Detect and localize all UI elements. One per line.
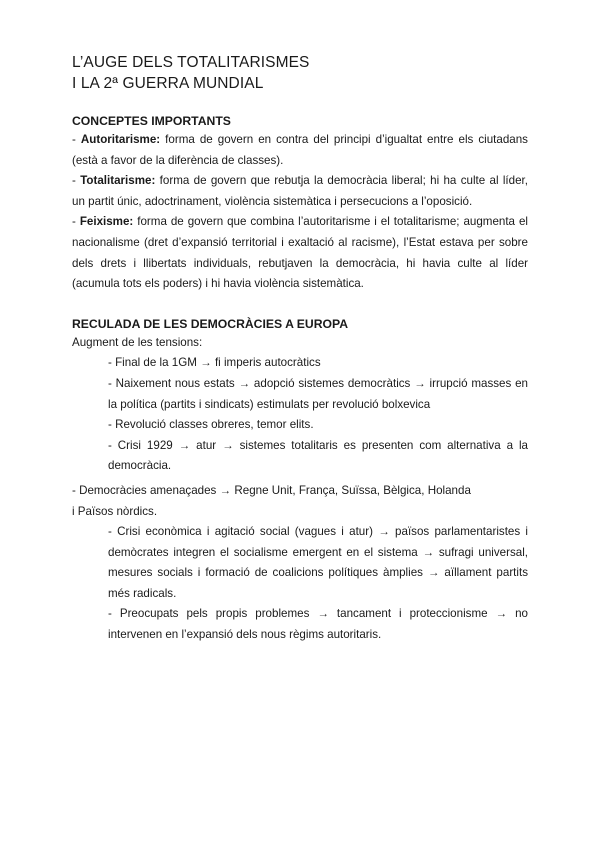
bullet-dash: -	[72, 174, 81, 188]
threatened-item: - Crisi econòmica i agitació social (vagues i atur) → països parlamentaristes i demòcrates integren el socialisme emergent en el sistema → sufragi universal, mesures socials i formació de coalicions polítiques àmplies → aïllament partits més radicals.	[108, 525, 528, 600]
threatened-democracies-line-1: - Democràcies amenaçades → Regne Unit, França, Suïssa, Bèlgica, Holanda	[72, 483, 471, 497]
definition-feixisme: forma de govern que combina l’autoritarisme i el totalitarisme; augmenta el nacionalisme (dret d’expansió territorial i exaltació al racisme), l’Estat estava per sobre dels drets i llibertats individuals, rebutjaven la democràcia, hi havia culte al líder (acumula tots els poders) i hi havia violència sistemàtica.	[72, 215, 528, 291]
tension-item: - Revolució classes obreres, temor elits.	[108, 418, 314, 432]
tensions-intro: Augment de les tensions:	[72, 335, 203, 349]
definition-totalitarisme: forma de govern que rebutja la democràcia liberal; hi ha culte al líder, un partit únic, adoctrinament, violència sistemàtica i persecucions a l’oposició.	[72, 174, 528, 208]
title-line-1: L’AUGE DELS TOTALITARISMES	[72, 54, 310, 71]
concepts-heading: CONCEPTES IMPORTANTS	[72, 114, 231, 128]
term-totalitarisme: Totalitarisme:	[80, 174, 156, 188]
document-page	[72, 52, 528, 646]
title-line-2: I LA 2ª GUERRA MUNDIAL	[72, 75, 264, 92]
term-feixisme: Feixisme:	[79, 215, 134, 229]
definition-autoritarisme: forma de govern en contra del principi d’igualtat entre els ciutadans (està a favor de la diferència de classes).	[72, 133, 528, 167]
reculada-heading: RECULADA DE LES DEMOCRÀCIES A EUROPA	[72, 316, 349, 331]
concept-autoritarisme	[72, 130, 528, 171]
tension-item: - Final de la 1GM → fi imperis autocràtics	[108, 356, 321, 370]
concept-totalitarisme	[72, 171, 528, 212]
tension-item: - Naixement nous estats → adopció sistemes democràtics → irrupció masses en la política (partits i sindicats) estimulats per revolució bolxevica	[108, 376, 528, 411]
tension-item: - Crisi 1929 → atur → sistemes totalitaris es presenten com alternativa a la democràcia.	[108, 438, 528, 473]
threatened-democracies-line-2: i Països nòrdics.	[72, 504, 158, 518]
bullet-dash: -	[72, 133, 81, 146]
bullet-dash: -	[72, 215, 80, 229]
threatened-item: - Preocupats pels propis problemes → tancament i proteccionisme → no intervenen en l’expansió dels nous règims autoritaris.	[108, 607, 528, 642]
term-autoritarisme: Autoritarisme:	[80, 133, 161, 146]
document-title	[72, 52, 528, 94]
concept-feixisme	[72, 212, 528, 294]
